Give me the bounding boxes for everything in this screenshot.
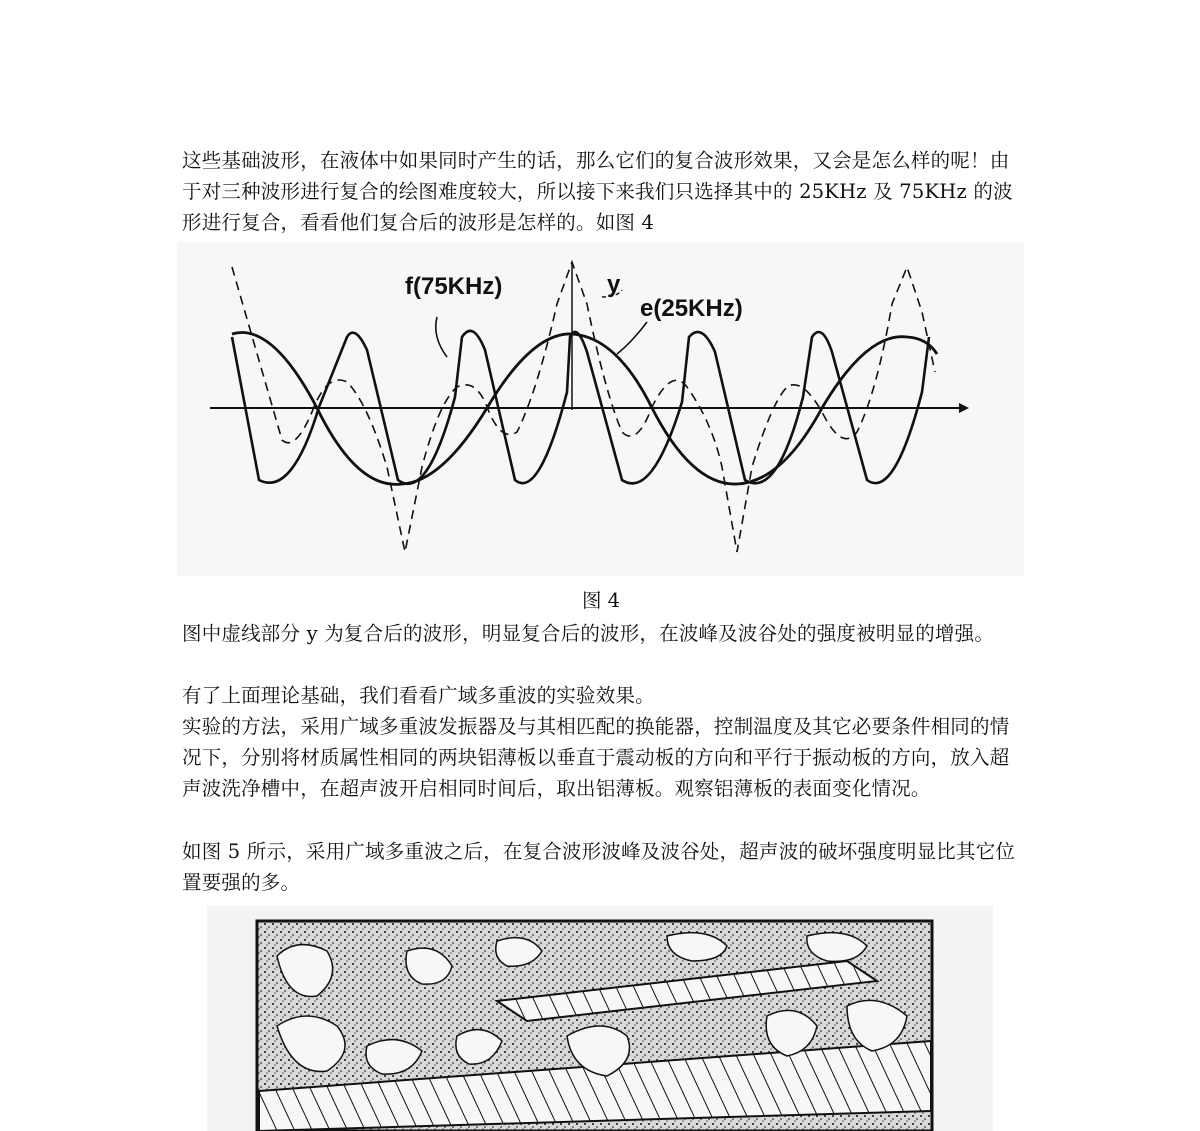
paragraph-composite-explanation: 图中虚线部分 y 为复合后的波形，明显复合后的波形，在波峰及波谷处的强度被明显的增强。: [182, 622, 995, 645]
x-axis-arrow: [959, 403, 969, 413]
intro-paragraph: 这些基础波形，在液体中如果同时产生的话，那么它们的复合波形效果，又会是怎么样的呢！由于对三种波形进行复合的绘图难度较大，所以接下来我们只选择其中的 25KHz 及 75KHz 的波形进行复合，看看他们复合后的波形是怎样的。如图 4: [182, 149, 1013, 234]
leader-f: [436, 317, 447, 357]
figure-4-waveform-diagram: [177, 242, 1024, 576]
leader-e: [617, 322, 647, 354]
paragraph-experiment-intro: 有了上面理论基础，我们看看广域多重波的实验效果。: [182, 684, 655, 707]
label-f-75khz: f(75KHz): [405, 273, 503, 300]
paragraph-figure-5-description: 如图 5 所示，采用广域多重波之后，在复合波形波峰及波谷处，超声波的破坏强度明显比其它位置要强的多。: [182, 840, 1016, 894]
paragraph-experiment-method: 实验的方法，采用广域多重波发振器及与其相匹配的换能器，控制温度及其它必要条件相同的情况下，分别将材质属性相同的两块铝薄板以垂直于震动板的方向和平行于振动板的方向，放入超声波洗净槽中，在超声波开启相同时间后，取出铝薄板。观察铝薄板的表面变化情况。: [182, 715, 1010, 800]
label-e-25khz: e(25KHz): [640, 295, 743, 322]
label-y: y: [607, 271, 621, 298]
figure-5-aluminum-plate-image: [207, 906, 993, 1131]
figure-4-caption: 图 4: [581, 589, 621, 612]
